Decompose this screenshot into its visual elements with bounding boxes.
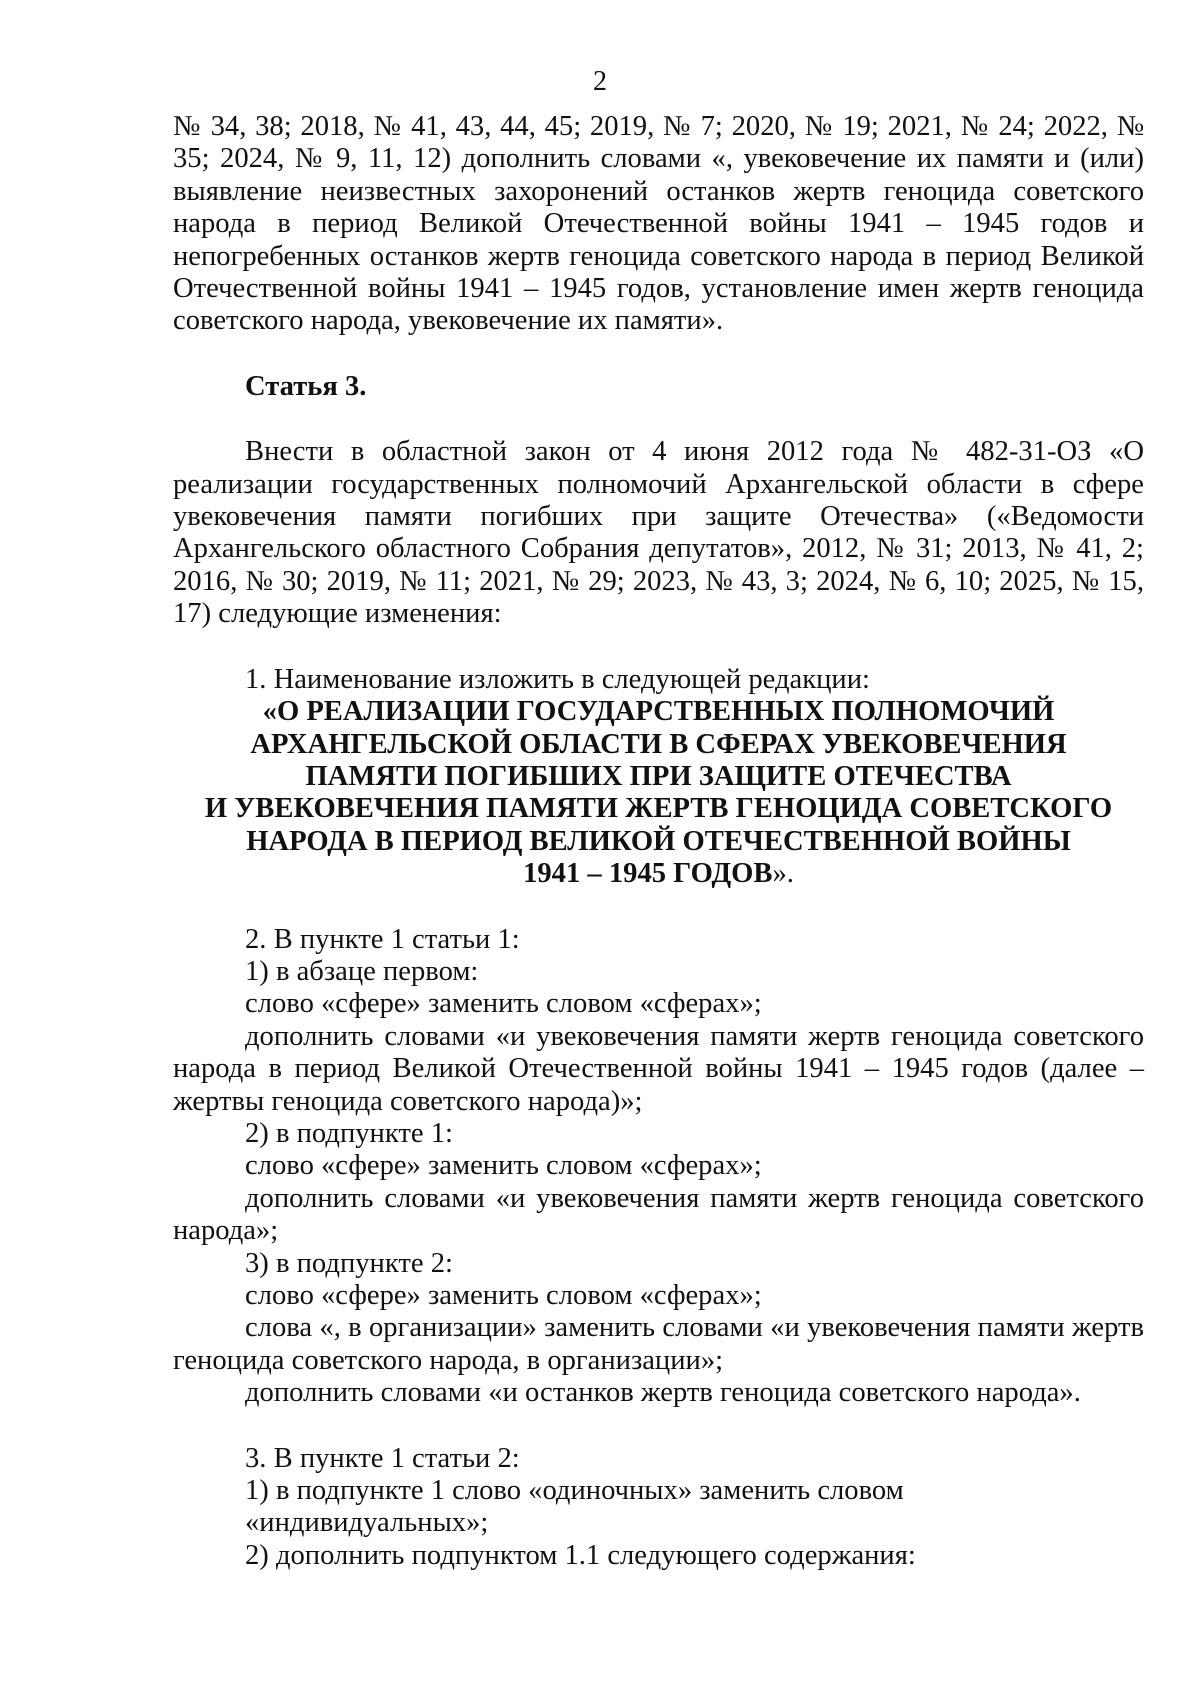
item-2-sub-1-add: дополнить словами «и увековечения памяти жертв геноцида советского народа в период Великой Отечественной войны 1941 – 1945 годов (далее – жертвы геноцида советского народа)»; — [173, 1020, 1144, 1117]
article-paragraph: Внести в областной закон от 4 июня 2012 года № 482-31-ОЗ «О реализации государственных полномочий Архангельской области в сфере увековечения памяти погибших при защите Отечества» («Ведомости Архангельского областного Собрания депутатов», 2012, № 31; 2013, № 41, 2; 2016, № 30; 2019, № 11; 2021, № 29; 2023, № 43, 3; 2024, № 6, 10; 2025, № 15, 17) следующие изменения: — [173, 436, 1144, 630]
item-2-sub-3: 3) в подпункте 2: — [245, 1247, 453, 1279]
item-2-sub-3-words: слова «, в организации» заменить словами «и увековечения памяти жертв геноцида советского народа, в организации»; — [173, 1312, 1144, 1376]
title-line: ПАМЯТИ ПОГИБШИХ ПРИ ЗАЩИТЕ ОТЕЧЕСТВА — [305, 760, 1012, 792]
new-law-title — [173, 696, 1144, 890]
title-line: «О РЕАЛИЗАЦИИ ГОСУДАРСТВЕННЫХ ПОЛНОМОЧИЙ — [262, 696, 1055, 728]
intro-paragraph: № 34, 38; 2018, № 41, 43, 44, 45; 2019, № 7; 2020, № 19; 2021, № 24; 2022, № 35; 2024, № 9, 11, 12) дополнить словами «, увековечение их памяти и (или) выявление неизвестных захоронений останков жертв геноцида советского народа в период Великой Отечественной войны 1941 – 1945 годов и непогребенных останков жертв геноцида советского народа в период Великой Отечественной войны 1941 – 1945 годов, установление имен жертв геноцида советского народа, увековечение их памяти». — [173, 111, 1144, 337]
page-number: 2 — [593, 66, 607, 97]
document-body — [173, 111, 1144, 1572]
title-line: НАРОДА В ПЕРИОД ВЕЛИКОЙ ОТЕЧЕСТВЕННОЙ ВОЙНЫ — [246, 825, 1071, 857]
title-end-quote: ». — [772, 858, 794, 890]
item-3-heading: 3. В пункте 1 статьи 2: — [245, 1442, 520, 1474]
article-heading: Статья 3. — [245, 370, 367, 402]
item-3-sub-2: 2) дополнить подпунктом 1.1 следующего содержания: — [245, 1539, 916, 1571]
item-1-text: 1. Наименование изложить в следующей редакции: — [245, 663, 870, 695]
item-2-sub-2: 2) в подпункте 1: — [245, 1117, 453, 1149]
item-2-sub-1: 1) в абзаце первом: — [245, 955, 479, 987]
title-line: АРХАНГЕЛЬСКОЙ ОБЛАСТИ В СФЕРАХ УВЕКОВЕЧЕНИЯ — [250, 728, 1067, 760]
item-2-heading: 2. В пункте 1 статьи 1: — [245, 923, 520, 955]
item-2-sub-3-replace: слово «сфере» заменить словом «сферах»; — [245, 1280, 762, 1311]
item-2-sub-1-replace: слово «сфере» заменить словом «сферах»; — [245, 988, 762, 1020]
item-2-sub-2-add: дополнить словами «и увековечения памяти жертв геноцида советского народа»; — [173, 1182, 1144, 1247]
item-2-sub-2-replace: слово «сфере» заменить словом «сферах»; — [245, 1150, 762, 1182]
title-last-line — [173, 858, 1144, 890]
title-line: 1941 – 1945 ГОДОВ — [523, 858, 773, 890]
item-3-sub-1: 1) в подпункте 1 слово «одиночных» заменить словом «индивидуальных»; — [245, 1475, 904, 1539]
item-2-sub-3-add: дополнить словами «и останков жертв геноцида советского народа». — [245, 1377, 1081, 1409]
title-line: И УВЕКОВЕЧЕНИЯ ПАМЯТИ ЖЕРТВ ГЕНОЦИДА СОВЕТСКОГО — [204, 793, 1113, 825]
